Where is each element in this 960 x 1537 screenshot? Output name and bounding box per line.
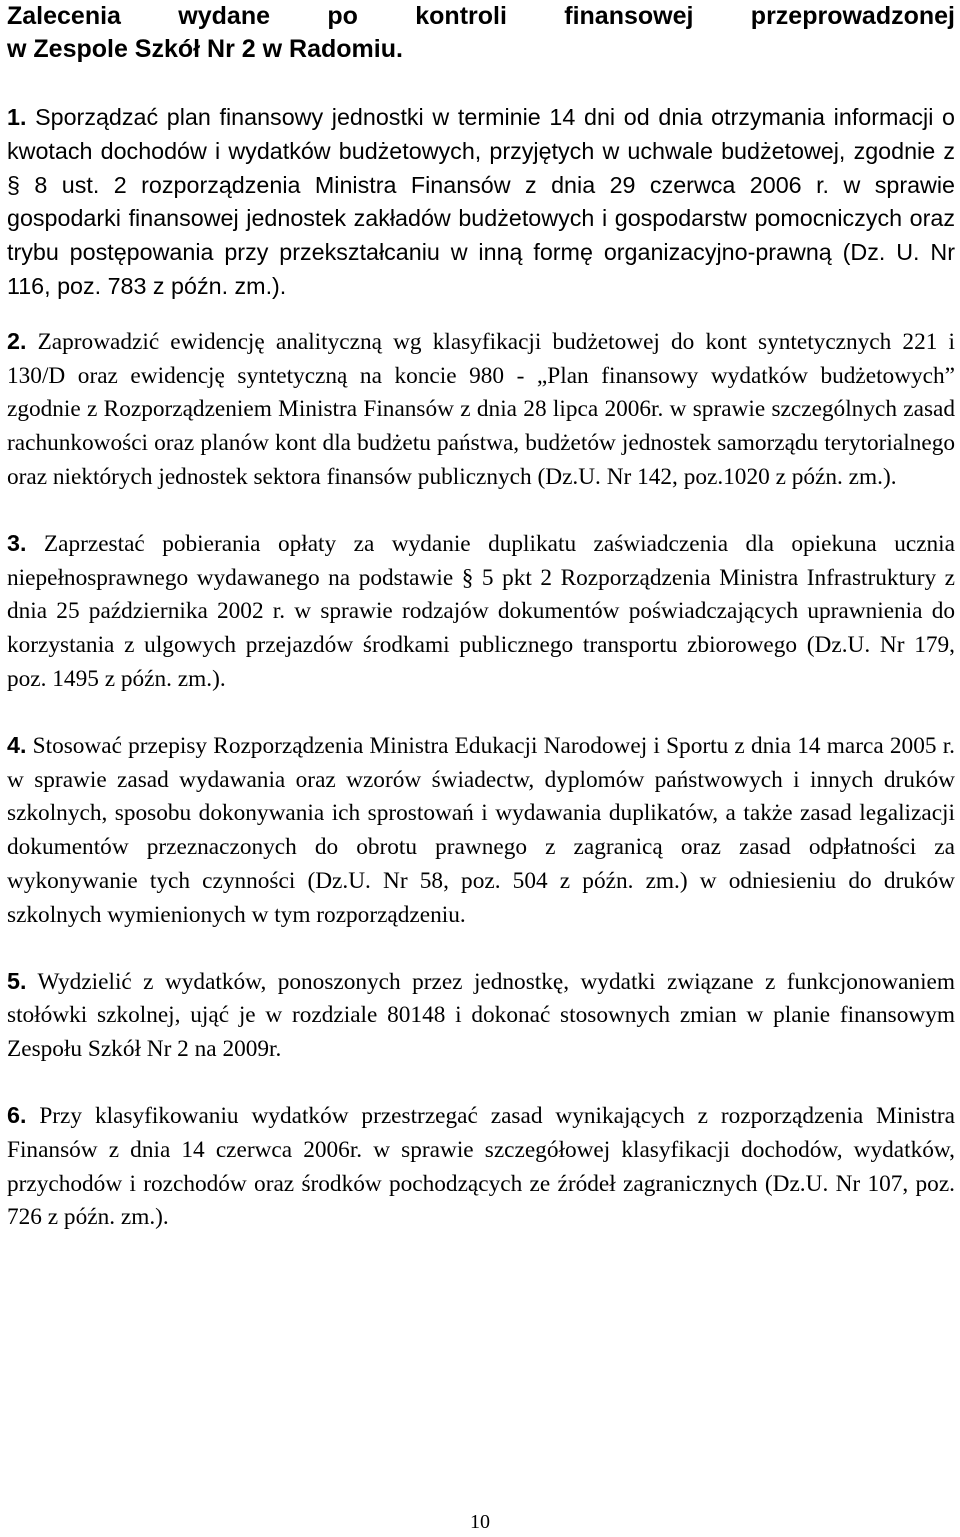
item-number: 6. [7, 1101, 27, 1128]
item-number: 5. [7, 967, 27, 994]
page-number: 10 [470, 1511, 490, 1533]
item-text: Przy klasyfikowaniu wydatków przestrzegać zasad wynikających z rozporządzenia Ministra Finansów z dnia 14 czerwca 2006r. w sprawie szczegółowej klasyfikacji dochodów, wydatków, przychodów i rozchodów oraz środków pochodzących ze źródeł zagranicznych (Dz.U. Nr 107, poz. 726 z późn. zm.). [7, 1102, 955, 1231]
item-text: Zaprowadzić ewidencję analityczną wg klasyfikacji budżetowej do kont syntetycznych 221 i 130/D oraz ewidencję syntetyczną na koncie 980 - „Plan finansowy wydatków budżetowych” zgodnie z Rozporządzeniem Ministra Finansów z dnia 28 lipca 2006r. w sprawie szczególnych zasad rachunkowości oraz planów kont dla budżetu państwa, budżetów jednostek samorządu terytorialnego oraz niektórych jednostek sektora finansów publicznych (Dz.U. Nr 142, poz.1020 z późn. zm.). [7, 328, 955, 490]
recommendation-3 [7, 527, 955, 697]
item-text: Sporządzać plan finansowy jednostki w terminie 14 dni od dnia otrzymania informacji o kwotach dochodów i wydatków budżetowych, przyjętych w uchwale budżetowej, zgodnie z § 8 ust. 2 rozporządzenia Ministra Finansów z dnia 29 czerwca 2006 r. w sprawie gospodarki finansowej jednostek zakładów budżetowych i gospodarstw pomocniczych oraz trybu postępowania przy przekształcaniu w inną formę organizacyjno-prawną (Dz. U. Nr 116, poz. 783 z późn. zm.). [7, 104, 955, 299]
item-text: Zaprzestać pobierania opłaty za wydanie duplikatu zaświadczenia dla opiekuna ucznia niepełnosprawnego wydawanego na podstawie § 5 pkt 2 Rozporządzenia Ministra Infrastruktury z dnia 25 października 2002 r. w sprawie rodzajów dokumentów poświadczających uprawnienia do korzystania z ulgowych przejazdów środkami publicznego transportu zbiorowego (Dz.U. Nr 179, poz. 1495 z późn. zm.). [7, 530, 955, 692]
item-text: Wydzielić z wydatków, ponoszonych przez jednostkę, wydatki związane z funkcjonowaniem stołówki szkolnej, ująć je w rozdziale 80148 i dokonać stosownych zmian w planie finansowym Zespołu Szkół Nr 2 na 2009r. [7, 968, 955, 1063]
document-page [7, 0, 955, 1235]
item-number: 4. [7, 731, 27, 758]
recommendation-2 [7, 325, 955, 495]
item-number: 3. [7, 529, 27, 556]
recommendation-6 [7, 1099, 955, 1235]
title-line-2: w Zespole Szkół Nr 2 w Radomiu. [7, 35, 403, 63]
document-title [7, 0, 955, 66]
recommendation-5 [7, 965, 955, 1067]
recommendation-1 [7, 101, 955, 304]
item-number: 1. [7, 104, 27, 130]
item-text: Stosować przepisy Rozporządzenia Ministra Edukacji Narodowej i Sportu z dnia 14 marca 2005 r. w sprawie zasad wydawania oraz wzorów świadectw, dyplomów państwowych i innych druków szkolnych, sposobu dokonywania ich sprostowań i wydawania duplikatów, a także zasad legalizacji dokumentów przeznaczonych do obrotu prawnego z zagranicą oraz zasad odpłatności za wykonywanie tych czynności (Dz.U. Nr 58, poz. 504 z późn. zm.) w odniesieniu do druków szkolnych wymienionych w tym rozporządzeniu. [7, 732, 955, 928]
item-number: 2. [7, 327, 27, 354]
recommendation-4 [7, 729, 955, 933]
title-line-1: Zalecenia wydane po kontroli finansowej przeprowadzonej [7, 2, 955, 30]
